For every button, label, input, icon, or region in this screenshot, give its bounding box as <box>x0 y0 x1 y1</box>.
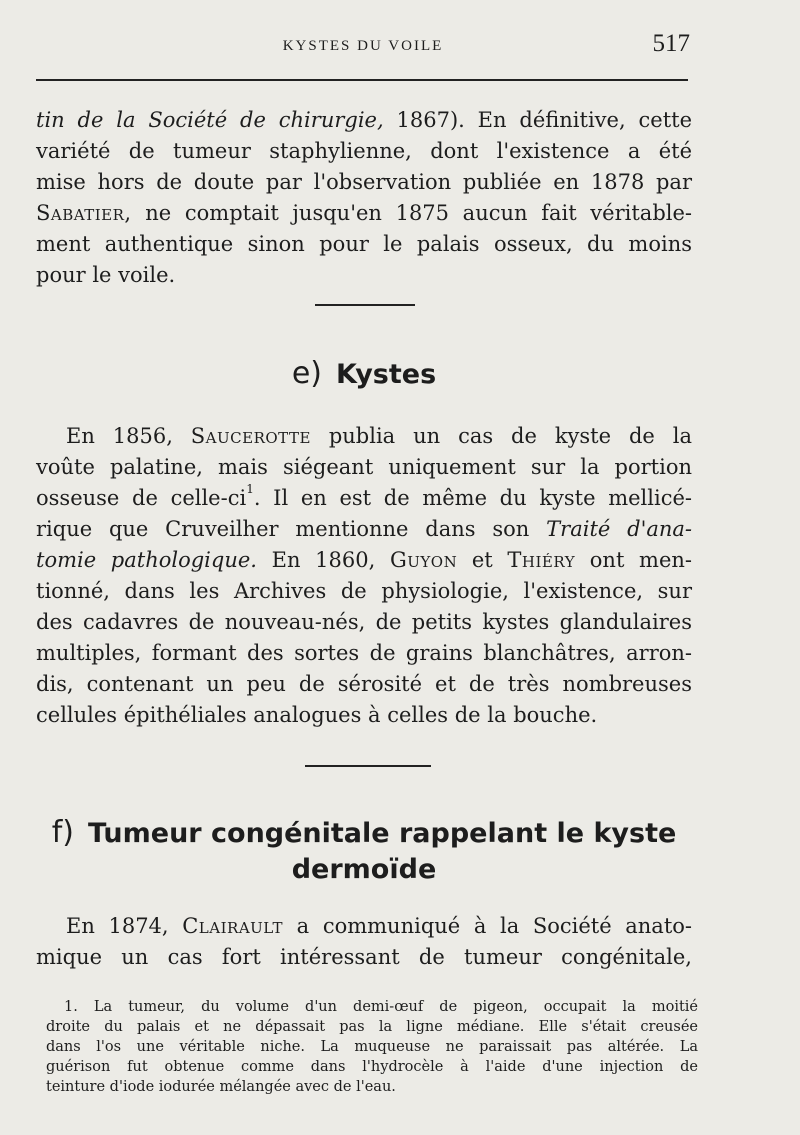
book-title: Traité d'ana- <box>546 517 692 541</box>
author-name: Thiéry <box>507 548 576 572</box>
intro-line-1: tin de la Société de chirurgie, 1867). En définitive, cette <box>36 108 692 132</box>
intro-line-6: pour le voile. <box>36 263 176 287</box>
e-line-6: tionné, dans les Archives de physiologie, l'existence, sur <box>36 579 692 603</box>
section-heading-e <box>36 356 692 393</box>
section-letter: e) <box>291 356 322 391</box>
intro-paragraph <box>36 105 692 291</box>
e-line-7: des cadavres de nouveau-nés, de petits kystes glandulaires <box>36 610 692 634</box>
author-name: Sabatier, <box>36 201 132 225</box>
footnote-marker: 1 <box>246 482 254 496</box>
author-name: Saucerotte <box>190 424 311 448</box>
intro-line-3: mise hors de doute par l'observation publiée en 1878 par <box>36 170 692 194</box>
section-title: Kystes <box>336 359 437 390</box>
e-line-3: osseuse de celle-$ci^1$. Il en est de même du kyste mellicé- <box>36 482 692 510</box>
running-title: KYSTES DU VOILE <box>282 38 444 54</box>
footnote-line-4: guérison fut obtenue comme dans l'hydrocèle à l'aide d'une injection de <box>46 1059 698 1075</box>
intro-line-5: ment authentique sinon pour le palais osseux, du moins <box>36 232 692 256</box>
f-line-1: En 1874, Clairault a communiqué à la Société anato- <box>66 914 693 938</box>
f-line-2: mique un cas fort intéressant de tumeur congénitale, <box>36 945 692 969</box>
journal-reference: tin de la Société de chirurgie, <box>36 108 384 132</box>
footnote-line-3: dans l'os une véritable niche. La muqueuse ne paraissait pas altérée. La <box>46 1039 698 1055</box>
header-rule <box>36 79 688 81</box>
section-heading-f <box>36 815 692 888</box>
book-title: tomie pathologique. <box>36 548 257 572</box>
page-number: 517 <box>652 30 690 57</box>
intro-line-4: Sabatier, ne comptait jusqu'en 1875 aucun fait véritable- <box>36 201 692 225</box>
e-line-5: tomie pathologique. En 1860, Guyon et Thiéry ont men- <box>36 548 693 572</box>
e-line-9: dis, contenant un peu de sérosité et de très nombreuses <box>36 672 692 696</box>
section-letter: f) <box>51 815 74 850</box>
footnote <box>46 997 698 1097</box>
running-head <box>36 30 690 66</box>
footnote-line-5: teinture d'iode iodurée mélangée avec de l'eau. <box>46 1079 396 1095</box>
e-line-2: voûte palatine, mais siégeant uniquement sur la portion <box>36 455 692 479</box>
author-name: Clairault <box>182 914 284 938</box>
e-line-8: multiples, formant des sortes de grains blanchâtres, arron- <box>36 641 692 665</box>
intro-line-2: variété de tumeur staphylienne, dont l'existence a été <box>36 139 692 163</box>
section-title-line-2: dermoïde <box>291 854 437 885</box>
footnote-line-2: droite du palais et ne dépassait pas la ligne médiane. Elle s'était creusée <box>46 1019 698 1035</box>
section-e-paragraph <box>36 421 692 731</box>
section-separator <box>305 765 431 767</box>
section-title-line-1: Tumeur congénitale rappelant le kyste <box>87 818 677 849</box>
e-line-4: rique que Cruveilher mentionne dans son Traité d'ana- <box>36 517 692 541</box>
e-line-1: En 1856, Saucerotte publia un cas de kyste de la <box>66 424 692 448</box>
e-line-10: cellules épithéliales analogues à celles de la bouche. <box>36 703 598 727</box>
section-separator <box>315 304 415 306</box>
section-f-paragraph <box>36 911 692 973</box>
author-name: Guyon <box>389 548 458 572</box>
footnote-line-1: 1. La tumeur, du volume d'un demi-œuf de pigeon, occupait la moitié <box>64 999 698 1015</box>
